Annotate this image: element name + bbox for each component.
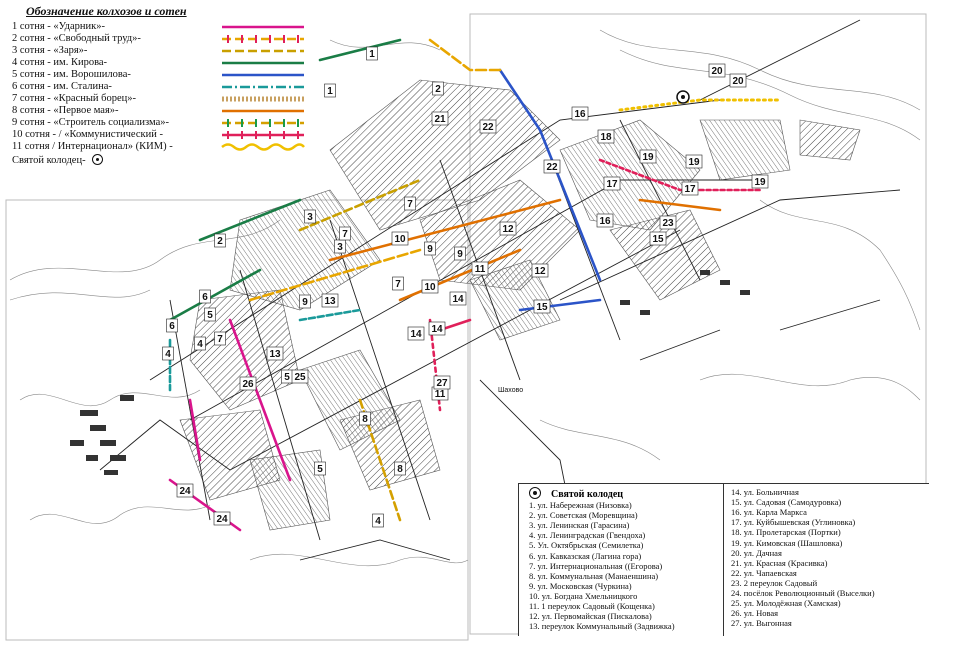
street-number-label: 20 (711, 66, 723, 77)
street-number-label: 19 (642, 152, 654, 163)
street-number-label: 1 (327, 86, 333, 97)
street-legend-item: 14. ул. Больничная (731, 487, 799, 497)
street-number-label: 24 (179, 486, 191, 497)
street-number-label: 5 (284, 372, 290, 383)
street-number-label: 9 (457, 249, 463, 260)
legend-divider (723, 484, 724, 636)
street-number-label: 17 (684, 184, 696, 195)
street-number-label: 3 (337, 242, 343, 253)
street-number-label: 1 (369, 49, 375, 60)
street-number-label: 4 (375, 516, 381, 527)
legend-row-label: 5 сотня - им. Ворошилова- (12, 69, 131, 80)
street-legend-item: 15. ул. Садовая (Самодуровка) (731, 497, 842, 508)
street-number-label: 11 (434, 389, 446, 400)
street-number-label: 16 (574, 109, 586, 120)
legend-row-label: 9 сотня - «Строитель социализма»- (12, 117, 170, 128)
street-number-label: 15 (652, 234, 664, 245)
legend-row-swatch (220, 140, 306, 153)
legend-row-label: 4 сотня - им. Кирова- (12, 57, 108, 68)
street-legend-item: 20. ул. Дачная (731, 547, 782, 558)
street-number-label: 3 (307, 212, 313, 223)
street-legend-item: 13. переулок Коммунальный (Задвижка) (529, 621, 675, 632)
street-number-label: 7 (342, 229, 348, 240)
street-number-label: 14 (452, 294, 464, 305)
street-number-label: 22 (546, 162, 558, 173)
holy-well-marker (677, 91, 689, 103)
street-number-label: 9 (302, 297, 308, 308)
street-legend-item: 1. ул. Набережная (Низовка) (529, 500, 632, 510)
street-legend-item: 7. ул. Интернациональная ((Егорова) (529, 560, 663, 571)
legend-row-label: 3 сотня - «Заря»- (12, 45, 88, 56)
legend-streets-header-label: Святой колодец (551, 489, 624, 500)
street-legend-item: 22. ул. Чапаевская (731, 567, 797, 578)
street-number-label: 19 (754, 177, 766, 188)
legend-row-label: 2 сотня - «Свободный труд»- (12, 33, 141, 44)
street-legend-item: 19. ул. Кимовская (Шашловка) (731, 537, 843, 548)
street-legend-item: 16. ул. Карла Маркса (731, 507, 807, 518)
street-legend-item: 11. 1 переулок Садовый (Кощенка) (529, 601, 655, 611)
street-legend-item: 12. ул. Первомайская (Пискалова) (529, 611, 652, 622)
holy-well-icon (529, 487, 541, 499)
street-number-label: 15 (536, 302, 548, 313)
place-label-shahovo: Шахово (498, 387, 524, 394)
street-number-label: 24 (216, 514, 228, 525)
street-number-label: 8 (362, 414, 368, 425)
legend-holy-well (12, 154, 103, 166)
street-legend-item: 8. ул. Коммунальная (Манаеншина) (529, 570, 659, 581)
street-number-label: 6 (202, 292, 208, 303)
street-legend-item: 21. ул. Красная (Красивка) (731, 557, 828, 568)
street-number-label: 21 (434, 114, 446, 125)
street-legend-item: 23. 2 переулок Садовый (731, 577, 818, 588)
street-number-label: 13 (324, 296, 336, 307)
street-number-label: 17 (606, 179, 618, 190)
street-number-label: 6 (169, 321, 175, 332)
legend-row-label: 10 сотня - / «Коммунистический - (12, 129, 163, 140)
legend-collective-farms (8, 2, 306, 197)
street-number-label: 26 (242, 379, 254, 390)
street-legend-item: 27. ул. Выгонная (731, 618, 792, 629)
street-number-label: 9 (427, 244, 433, 255)
street-legend-item: 26. ул. Новая (731, 608, 779, 619)
street-number-label: 5 (207, 310, 213, 321)
street-number-label: 7 (407, 199, 413, 210)
street-legend-item: 17. ул. Куйбышевская (Углиновка) (731, 517, 856, 528)
street-legend-item: 24. посёлок Революционный (Выселки) (731, 588, 875, 598)
street-legend-item: 5. Ул. Октябрьская (Семилетка) (529, 540, 644, 551)
street-legend-item: 18. ул. Пролетарская (Портки) (731, 527, 841, 538)
street-legend-item: 6. ул. Кавказская (Лагина гора) (529, 550, 642, 561)
legend-row-label: 8 сотня - «Первое мая»- (12, 105, 119, 116)
legend-streets-header (529, 487, 623, 500)
legend-streets (518, 483, 929, 636)
legend-row-label: 1 сотня - «Ударник»- (12, 21, 105, 32)
street-number-label: 2 (435, 84, 441, 95)
street-number-label: 13 (269, 349, 281, 360)
street-number-label: 4 (197, 339, 203, 350)
street-legend-item: 3. ул. Ленинская (Гарасина) (529, 520, 630, 531)
legend-row-label: 6 сотня - им. Сталина- (12, 81, 112, 92)
street-number-label: 5 (317, 464, 323, 475)
street-number-label: 19 (688, 157, 700, 168)
legend-row-label: 7 сотня - «Красный борец»- (12, 93, 137, 104)
street-legend-item: 25. ул. Молодёжная (Хамская) (731, 598, 841, 609)
street-number-label: 2 (217, 236, 223, 247)
street-number-label: 11 (474, 264, 486, 275)
street-number-label: 4 (165, 349, 171, 360)
street-legend-item: 9. ул. Московская (Чуркина) (529, 580, 632, 591)
street-number-label: 14 (410, 329, 422, 340)
street-number-label: 23 (662, 218, 674, 229)
street-number-label: 12 (502, 224, 514, 235)
street-number-label: 8 (397, 464, 403, 475)
street-number-label: 20 (732, 76, 744, 87)
street-number-label: 18 (600, 132, 612, 143)
legend-holy-well-label: Святой колодец- (12, 155, 86, 166)
street-number-label: 16 (599, 216, 611, 227)
street-number-label: 14 (431, 324, 443, 335)
street-number-label: 7 (217, 334, 223, 345)
street-number-label: 12 (534, 266, 546, 277)
holy-well-icon (92, 154, 103, 165)
street-number-label: 10 (424, 282, 436, 293)
legend-title: Обозначение колхозов и сотен (26, 4, 187, 18)
street-legend-item: 2. ул. Советская (Моревщина) (529, 510, 638, 521)
street-legend-item: 10. ул. Богдана Хмельницкого (529, 590, 638, 601)
street-number-label: 7 (395, 279, 401, 290)
street-number-label: 10 (394, 234, 406, 245)
legend-row-label: 11 сотня / Интернационал» (КИМ) - (12, 141, 173, 152)
street-number-label: 22 (482, 122, 494, 133)
street-number-label: 27 (436, 378, 448, 389)
street-number-label: 25 (294, 372, 306, 383)
street-legend-item: 4. ул. Ленинградская (Гвендоха) (529, 530, 646, 541)
